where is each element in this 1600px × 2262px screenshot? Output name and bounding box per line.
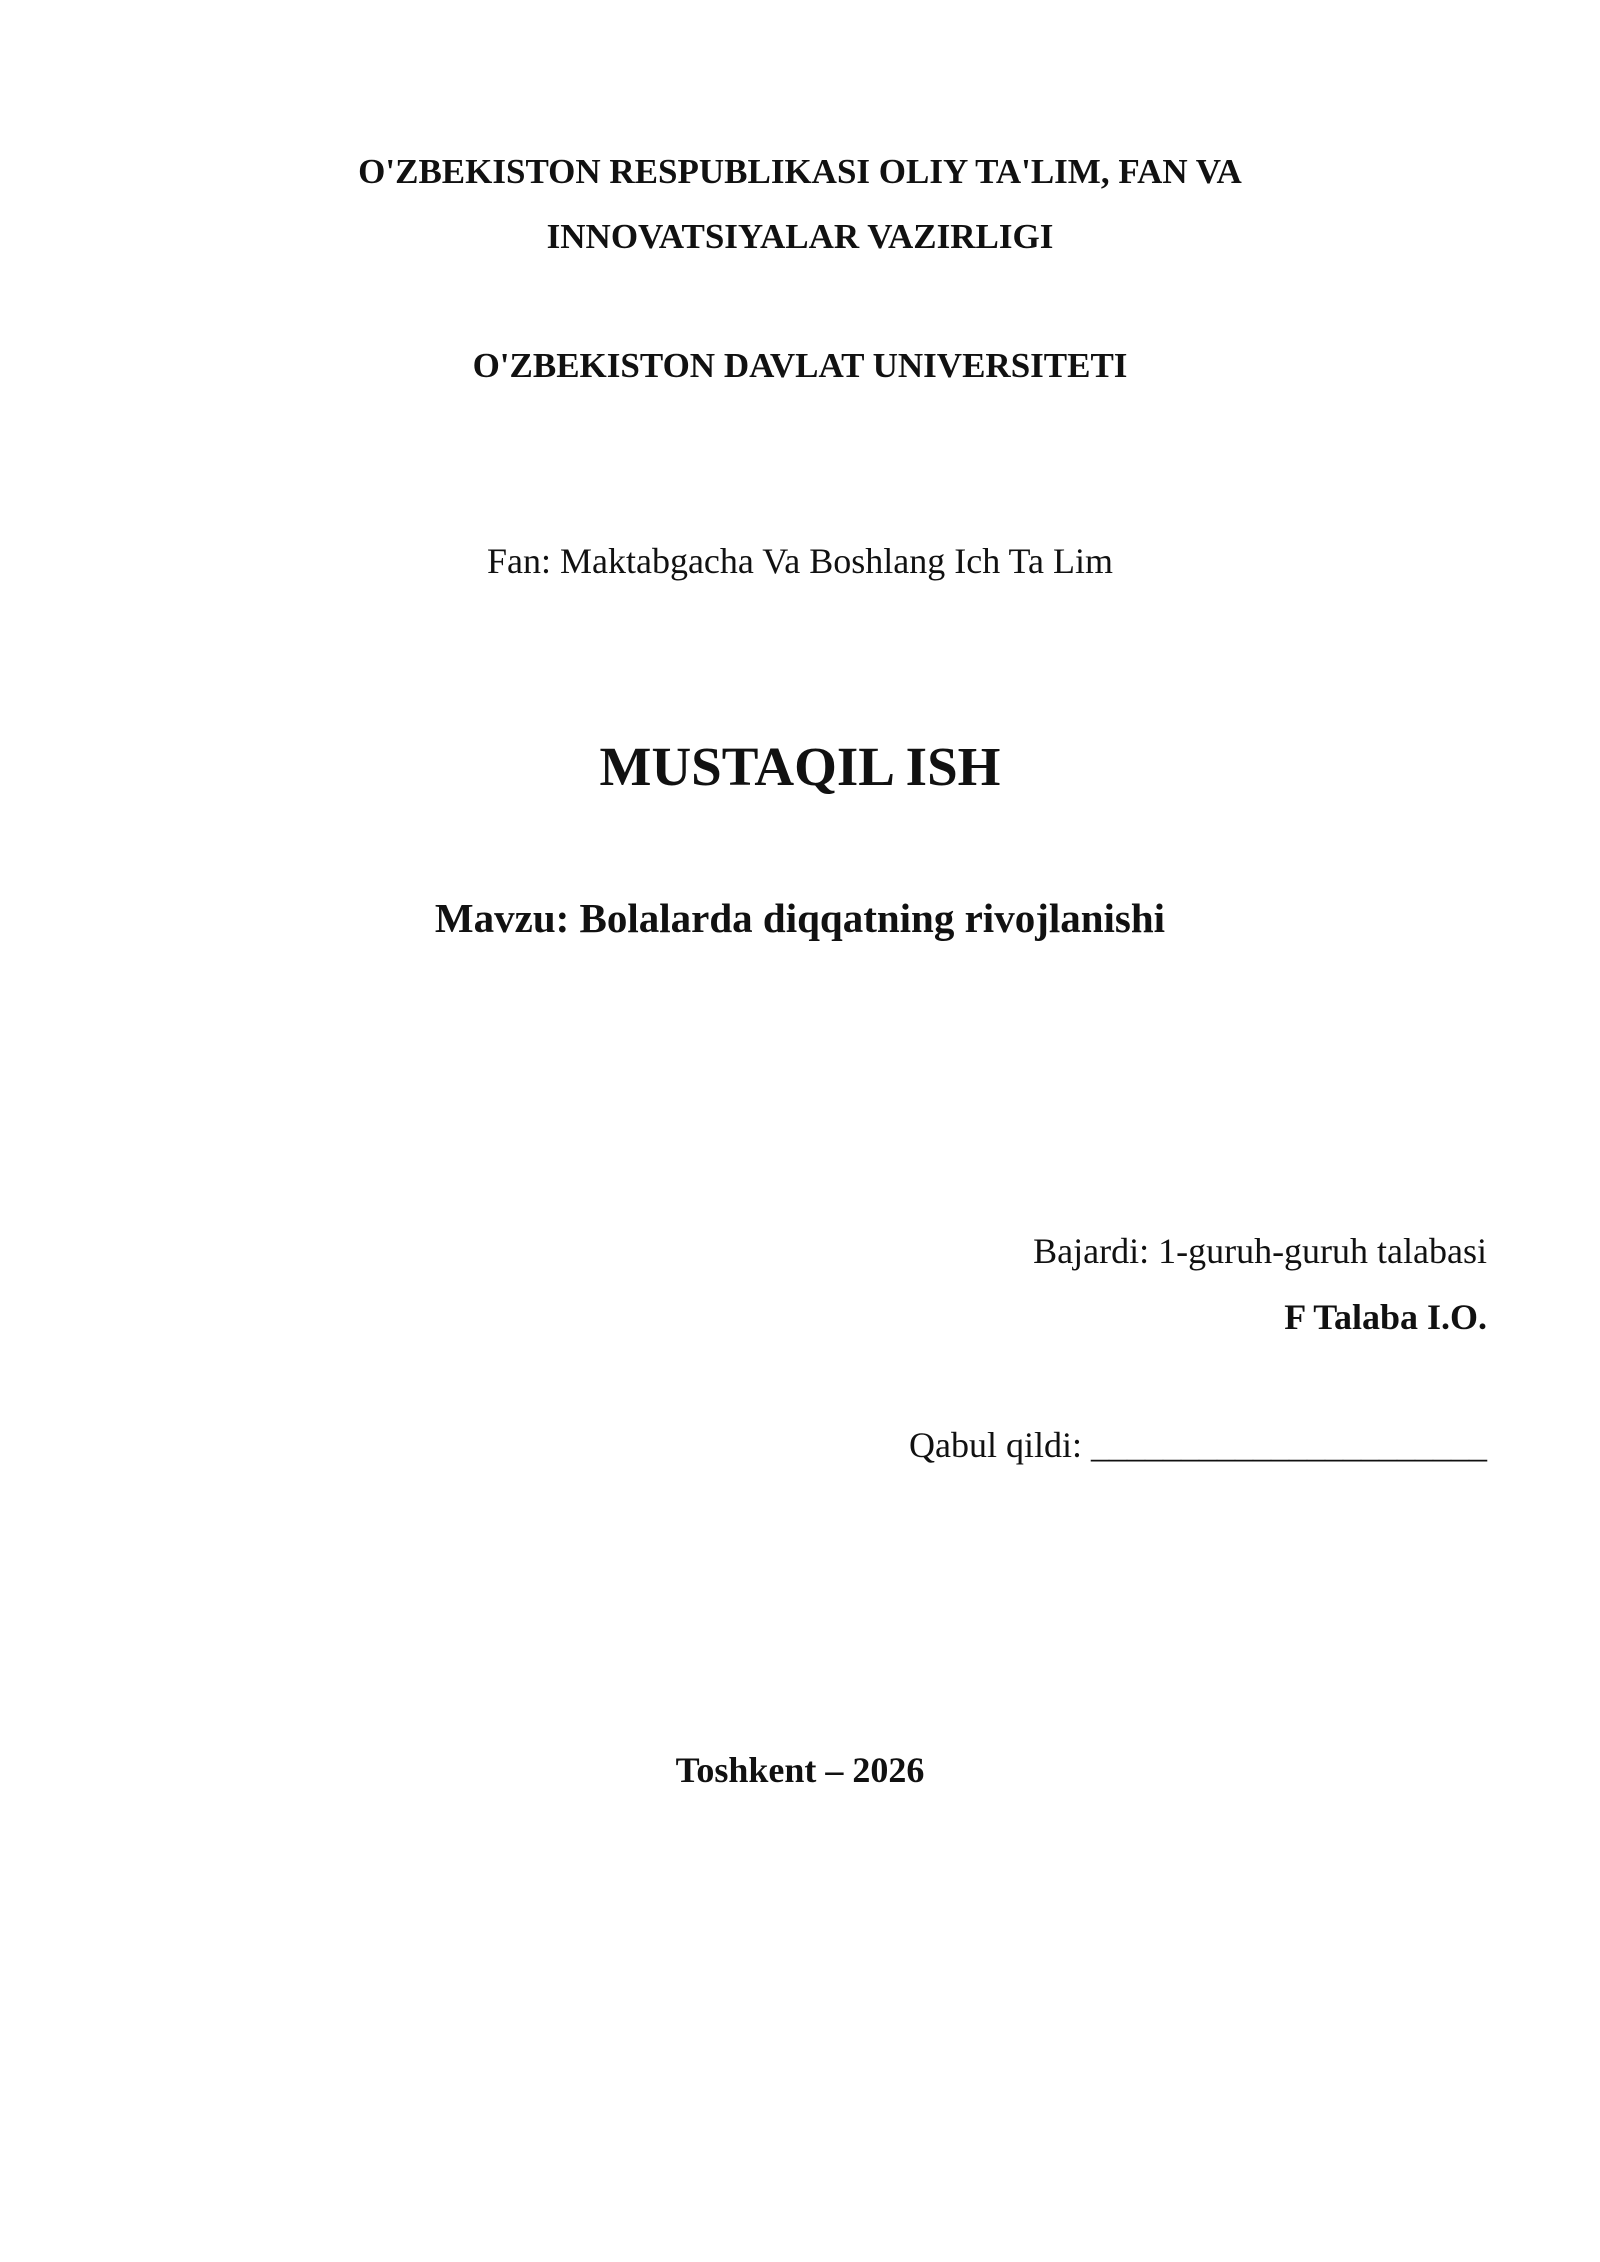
ministry-name-line-1: O'ZBEKISTON RESPUBLIKASI OLIY TA'LIM, FAN VA [358, 152, 1242, 191]
subject-line: Fan: Maktabgacha Va Boshlang Ich Ta Lim [486, 541, 1113, 581]
student-name: F Talaba I.O. [1284, 1297, 1487, 1337]
document-title: MUSTAQIL ISH [599, 736, 1001, 797]
ministry-name-line-2: INNOVATSIYALAR VAZIRLIGI [546, 217, 1054, 256]
topic-line: Mavzu: Bolalarda diqqatning rivojlanishi [434, 895, 1166, 941]
university-name: O'ZBEKISTON DAVLAT UNIVERSITETI [472, 346, 1128, 385]
performed-by-line: Bajardi: 1-guruh-guruh talabasi [1033, 1231, 1487, 1271]
city-year: Toshkent – 2026 [675, 1750, 925, 1790]
accepted-by-line: Qabul qildi: ______________________ [909, 1425, 1487, 1465]
